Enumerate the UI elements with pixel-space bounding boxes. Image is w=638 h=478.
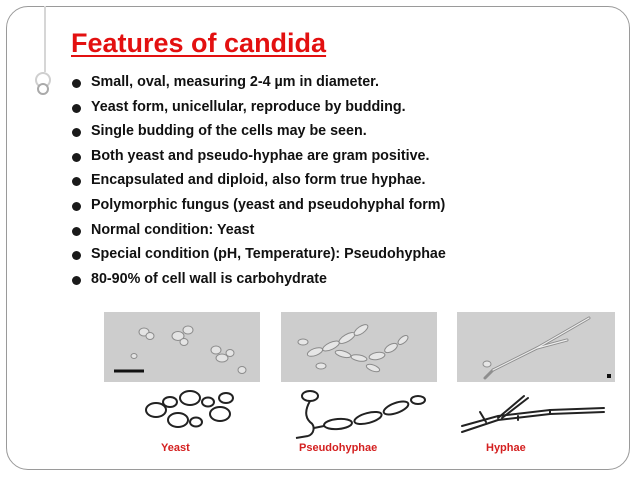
yeast-sketch bbox=[134, 388, 244, 440]
pseudohyphae-sketch bbox=[288, 388, 428, 440]
bullet-dot-icon bbox=[72, 104, 81, 113]
slide-decoration-line bbox=[44, 6, 46, 72]
bullet-text: Polymorphic fungus (yeast and pseudohyphal form) bbox=[91, 196, 446, 213]
bullet-text: Normal condition: Yeast bbox=[91, 221, 255, 238]
bullet-dot-icon bbox=[72, 153, 81, 162]
figure-caption-yeast: Yeast bbox=[161, 442, 190, 454]
bullet-dot-icon bbox=[72, 79, 81, 88]
hyphae-micrograph bbox=[457, 312, 615, 382]
bullet-text: Both yeast and pseudo-hyphae are gram positive. bbox=[91, 147, 430, 164]
bullet-text: Special condition (pH, Temperature): Pseudohyphae bbox=[91, 246, 446, 263]
slide-title: Features of candida bbox=[71, 28, 327, 58]
bullet-dot-icon bbox=[72, 276, 81, 285]
bullet-dot-icon bbox=[72, 227, 81, 236]
bullet-text: Encapsulated and diploid, also form true hyphae. bbox=[91, 172, 426, 189]
figure-caption-hyphae: Hyphae bbox=[486, 442, 526, 454]
bullet-dot-icon bbox=[72, 202, 81, 211]
bullet-text: 80-90% of cell wall is carbohydrate bbox=[91, 270, 327, 287]
bullet-text: Single budding of the cells may be seen. bbox=[91, 123, 367, 140]
figure-caption-pseudohyphae: Pseudohyphae bbox=[299, 442, 378, 454]
hyphae-sketch bbox=[458, 388, 608, 440]
yeast-micrograph bbox=[104, 312, 260, 382]
slide-decoration-circle bbox=[37, 83, 49, 95]
bullet-text: Yeast form, unicellular, reproduce by budding. bbox=[91, 98, 406, 115]
bullet-text: Small, oval, measuring 2-4 µm in diameter. bbox=[91, 74, 379, 90]
pseudohyphae-micrograph bbox=[281, 312, 437, 382]
